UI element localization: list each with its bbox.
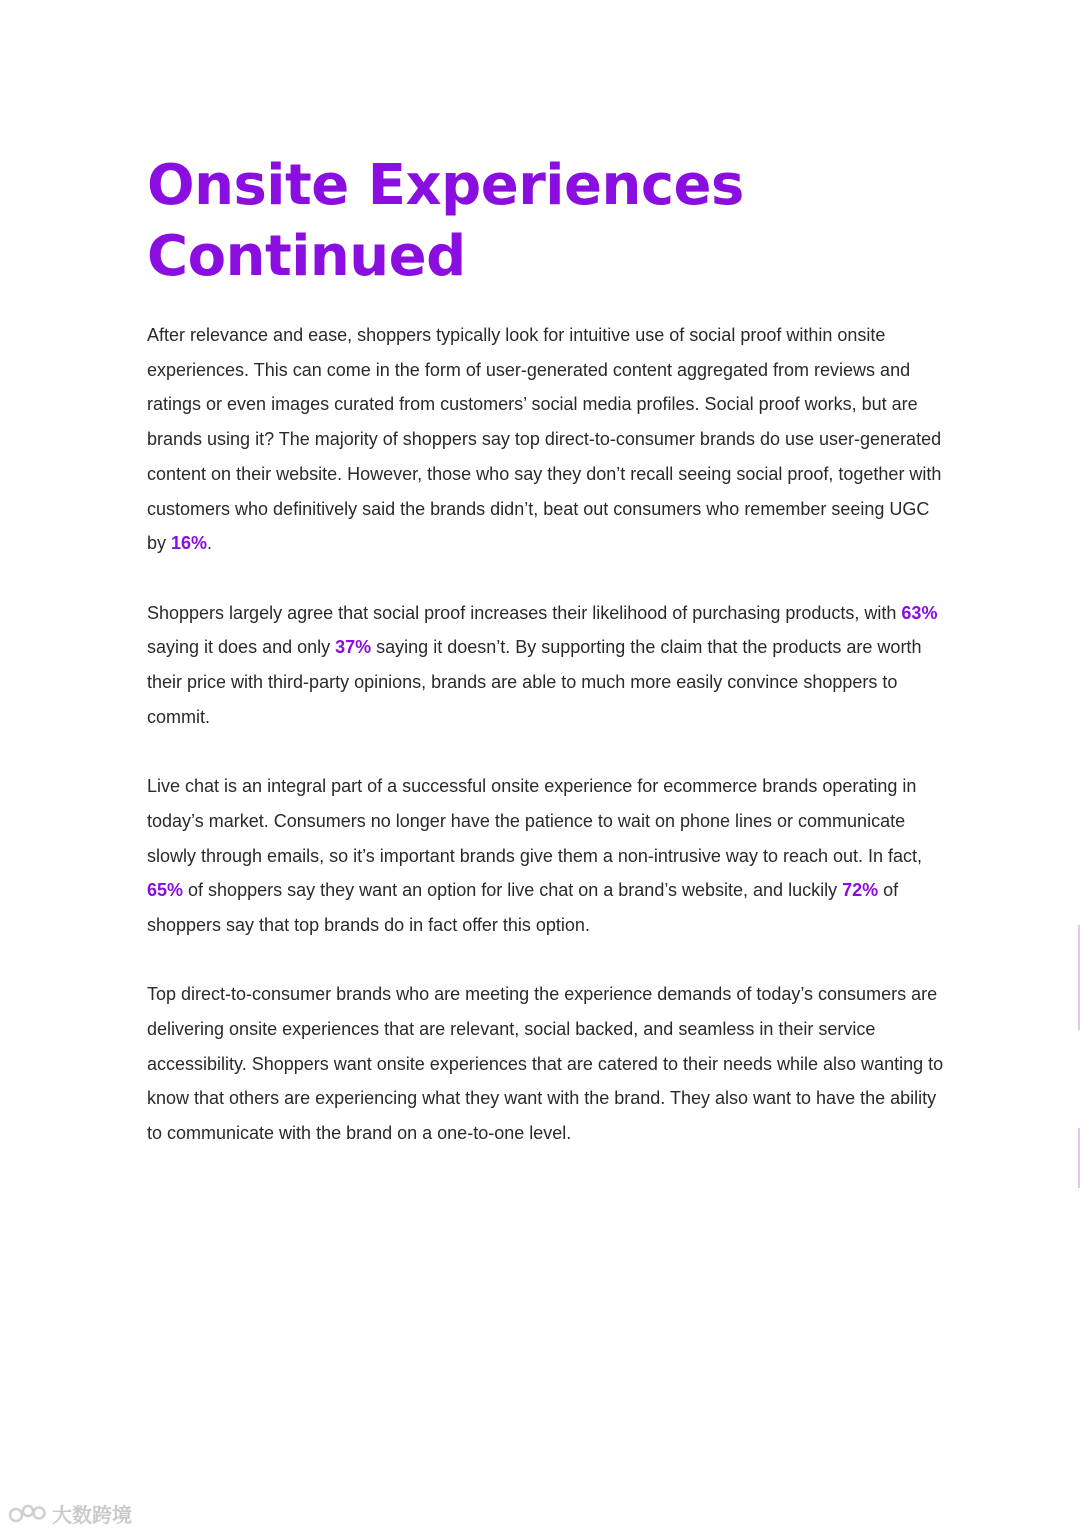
paragraph-text: Live chat is an integral part of a successful onsite experience for ecommerce brands operating in today’s market. Consumers no longer have the patience to wait on phone lines or communicate slowly through emails, so it’s important brands give them a non-intrusive way to reach out. In fact,	[147, 776, 923, 866]
paragraph-social-proof-usage	[147, 318, 947, 561]
highlighted-statistic: 37%	[335, 637, 372, 658]
paragraph-social-proof-purchase	[147, 596, 947, 735]
highlighted-statistic: 16%	[171, 533, 208, 554]
brand-logo-icon	[8, 1502, 48, 1526]
paragraph-text: Shoppers largely agree that social proof increases their likelihood of purchasing products, with	[147, 602, 902, 623]
watermark	[8, 1499, 132, 1528]
highlighted-statistic: 65%	[147, 880, 184, 901]
body-text	[147, 318, 947, 1186]
paragraph-text: of shoppers say they want an option for live chat on a brand’s website, and luckily	[183, 880, 843, 901]
page-title-line-2: Continued	[147, 224, 466, 289]
paragraph-text: Top direct-to-consumer brands who are meeting the experience demands of today’s consumers are delivering onsite experiences that are relevant, social backed, and seamless in their service accessibility. Shoppers want onsite experiences that are catered to their needs while also wanting to know that others are experiencing what they want with the brand. They also want to have the ability to communicate with the brand on a one-to-one level.	[147, 984, 944, 1144]
highlighted-statistic: 72%	[842, 880, 879, 901]
page-title	[147, 150, 947, 292]
paragraph-text: After relevance and ease, shoppers typically look for intuitive use of social proof within onsite experiences. This can come in the form of user-generated content aggregated from reviews and ratings or even images curated from customers’ social media profiles. Social proof works, but are brands using it? The majority of shoppers say top direct-to-consumer brands do use user-generated content on their website. However, those who say they don’t recall seeing social proof, together with customers who definitively said the brands didn’t, beat out consumers who remember seeing UGC by	[147, 325, 942, 554]
paragraph-text: saying it does and only	[147, 637, 336, 658]
highlighted-statistic: 63%	[901, 602, 938, 623]
paragraph-text: of shoppers say that top brands do in fact offer this option.	[147, 880, 899, 935]
page-title-line-1: Onsite Experiences	[147, 153, 744, 218]
paragraph-summary	[147, 977, 947, 1151]
paragraph-text: .	[207, 533, 213, 554]
paragraph-live-chat	[147, 769, 947, 943]
paragraph-text: saying it doesn’t. By supporting the claim that the products are worth their price with third-party opinions, brands are able to much more easily convince shoppers to commit.	[147, 637, 922, 727]
watermark-text: 大数跨境	[52, 1503, 132, 1527]
